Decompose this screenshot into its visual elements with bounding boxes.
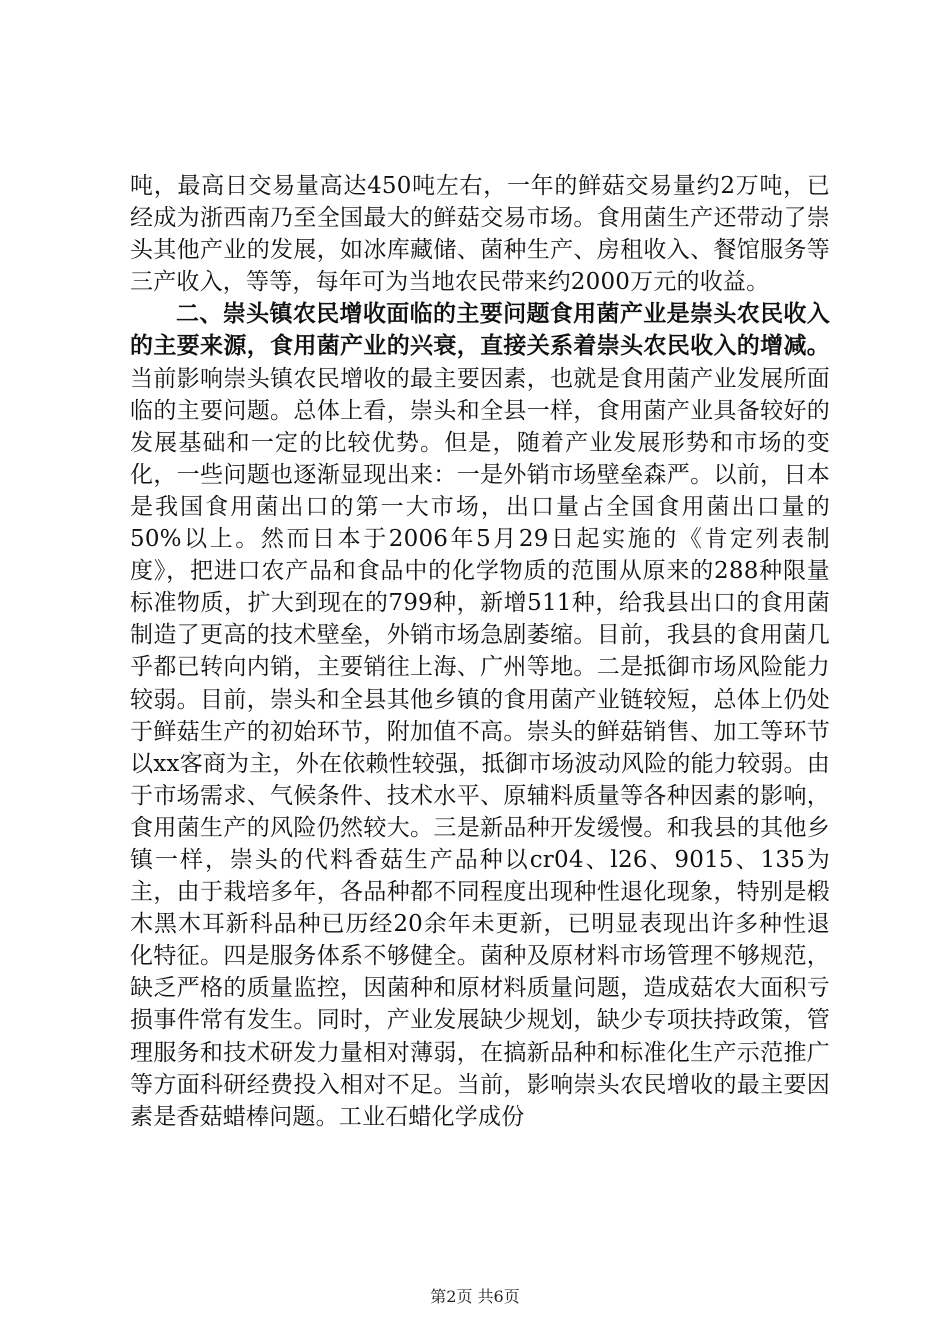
page-number: 第2页 共6页 xyxy=(430,1287,520,1306)
paragraph-text: 当前影响崇头镇农民增收的最主要因素，也就是食用菌产业发展所面临的主要问题。总体上看，崇头和全县一样，食用菌产业具备较好的发展基础和一定的比较优势。但是，随着产业发展形势和市场的变化，一些问题也逐渐显现出来：一是外销市场壁垒森严。以前，日本是我国食用菌出口的第一大市场，出口量占全国食用菌出口量的50%以上。然而日本于2006年5月29日起实施的《肯定列表制度》，把进口农产品和食品中的化学物质的范围从原来的288种限量标准物质，扩大到现在的799种，新增511种，给我县出口的食用菌制造了更高的技术壁垒，外销市场急剧萎缩。目前，我县的食用菌几乎都已转向内销，主要销往上海、广州等地。二是抵御市场风险能力较弱。目前，崇头和全县其他乡镇的食用菌产业链较短，总体上仍处于鲜菇生产的初始环节，附加值不高。崇头的鲜菇销售、加工等环节以xx客商为主，外在依赖性较强，抵御市场波动风险的能力较弱。由于市场需求、气候条件、技术水平、原辅料质量等各种因素的影响，食用菌生产的风险仍然较大。三是新品种开发缓慢。和我县的其他乡镇一样，崇头的代料香菇生产品种以cr04、l26、9015、135为主，由于栽培多年，各品种都不同程度出现种性退化现象，特别是椴木黑木耳新科品种已历经20余年未更新，已明显表现出许多种性退化特征。四是服务体系不够健全。菌种及原材料市场管理不够规范，缺乏严格的质量监控，因菌种和原材料质量问题，造成菇农大面积亏损事件常有发生。同时，产业发展缺少规划，缺少专项扶持政策，管理服务和技术研发力量相对薄弱，在搞新品种和标准化生产示范推广等方面科研经费投入相对不足。当前，影响崇头农民增收的最主要因素是香菇蜡棒问题。工业石蜡化学成份 xyxy=(130,365,830,1130)
document-body xyxy=(130,170,830,1133)
section-heading: 二、崇头镇农民增收面临的主要问题食用菌产业是崇头农民收入的主要来源，食用菌产业的兴衰，直接关系着崇头农民收入的增减。 xyxy=(130,300,830,360)
page-footer xyxy=(0,1284,950,1307)
paragraph-with-heading xyxy=(130,298,830,1132)
paragraph: 吨，最高日交易量高达450吨左右，一年的鲜菇交易量约2万吨，已经成为浙西南乃至全国最大的鲜菇交易市场。食用菌生产还带动了崇头其他产业的发展，如冰库藏储、菌种生产、房租收入、餐馆服务等三产收入，等等，每年可为当地农民带来约2000万元的收益。 xyxy=(130,173,830,296)
